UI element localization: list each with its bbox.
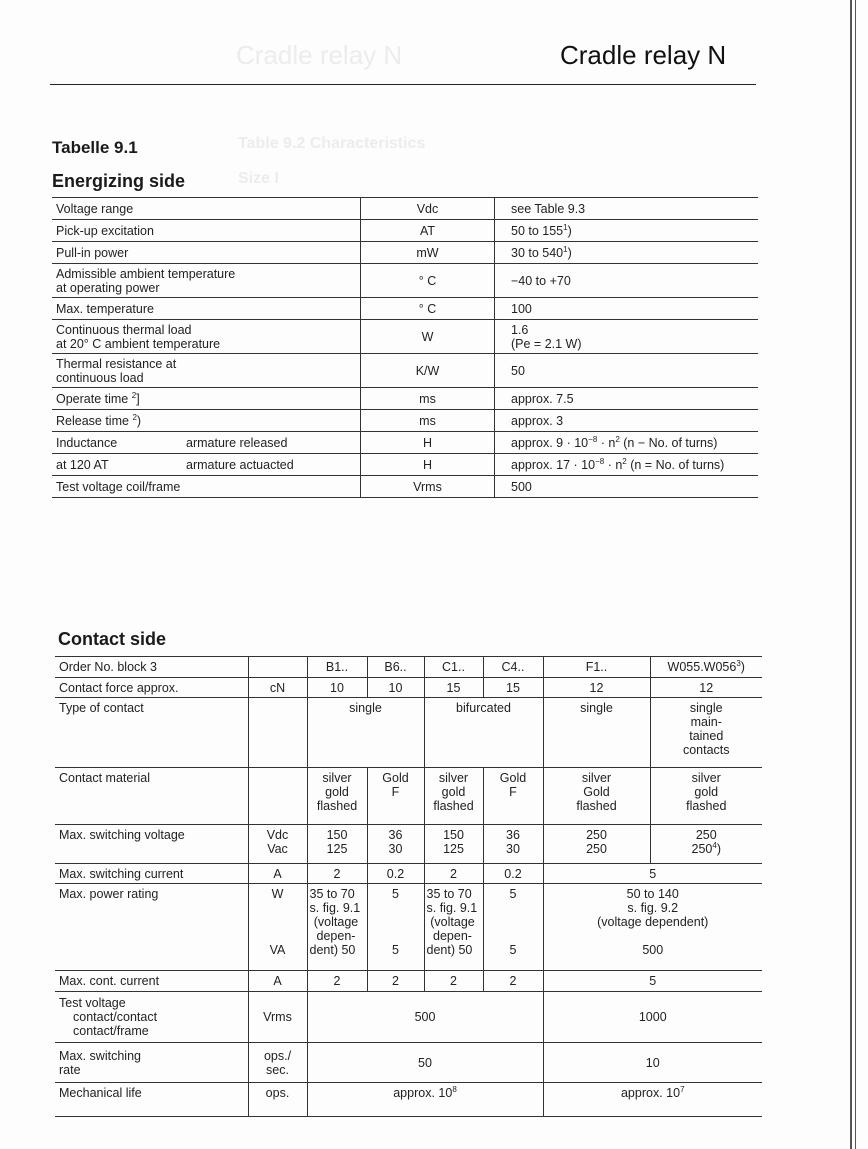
row-label: Max. temperature <box>52 298 361 320</box>
exponent: 2 <box>615 434 620 444</box>
type-c: bifurcated <box>424 698 543 768</box>
table-row <box>52 198 758 220</box>
row-unit: AT <box>361 220 495 242</box>
table-row <box>52 320 758 354</box>
value-line: (voltage dependent) <box>597 915 709 929</box>
value-line: dent) 50 <box>426 943 473 957</box>
value-line: 5 <box>509 887 517 901</box>
row-label: Contact material <box>55 768 248 825</box>
footnote-paren: ) <box>716 842 721 856</box>
order-no-b1: B1.. <box>307 657 367 678</box>
value-text: 30 to 540 <box>511 245 564 260</box>
value-line: 35 to 70 <box>426 887 472 901</box>
material-b6 <box>367 768 424 825</box>
value-line: gold <box>325 785 349 799</box>
voltage-c1 <box>424 825 483 864</box>
value-line: 150 <box>443 828 464 842</box>
value-line: silver <box>581 771 612 785</box>
label-line: continuous load <box>56 370 144 385</box>
table-row <box>52 432 758 454</box>
value-line: (voltage <box>430 915 475 929</box>
material-f <box>543 768 650 825</box>
page-edge-line <box>855 0 856 1149</box>
value-cell: 50 <box>307 1043 543 1083</box>
type-b: single <box>307 698 424 768</box>
row-label <box>52 410 361 432</box>
value-text: · n <box>604 457 623 472</box>
row-unit: A <box>248 864 307 884</box>
exponent: 8 <box>452 1084 457 1094</box>
value-line: 1.6 <box>511 322 529 337</box>
label-line: Test voltage <box>59 996 126 1010</box>
value-text: approx. 9 · 10 <box>511 435 589 450</box>
power-b6 <box>367 884 424 971</box>
value-line: single <box>689 701 723 715</box>
bleed-through-size: Size I <box>238 170 279 187</box>
label-line: contact/frame <box>73 1024 149 1038</box>
value-cell <box>307 1083 543 1117</box>
row-label: Order No. block 3 <box>55 657 248 678</box>
table-row <box>52 354 758 388</box>
value-cell: 2 <box>424 971 483 992</box>
row-unit: Vdc <box>361 198 495 220</box>
row-value <box>495 242 759 264</box>
value-line: tained <box>689 729 724 743</box>
value-line: s. fig. 9.1 <box>309 901 361 915</box>
material-c4 <box>483 768 543 825</box>
row-label: Max. switching voltage <box>55 825 248 864</box>
value-cell <box>543 1083 762 1117</box>
order-no-c4: C4.. <box>483 657 543 678</box>
row-unit <box>248 657 307 678</box>
order-no-f1: F1.. <box>543 657 650 678</box>
value-text: W055.W056 <box>667 660 737 674</box>
bleed-through-title: Cradle relay N <box>236 40 403 70</box>
value-line: 35 to 70 <box>309 887 355 901</box>
row-label: Max. cont. current <box>55 971 248 992</box>
value-text: (n = No. of turns) <box>626 457 725 472</box>
row-value: 500 <box>495 476 759 498</box>
label-line: at 20° C ambient temperature <box>56 336 221 351</box>
row-unit: cN <box>248 678 307 698</box>
power-c1 <box>424 884 483 971</box>
value-line: (Pe = 2.1 W) <box>511 336 582 351</box>
table-row <box>55 1043 762 1083</box>
footnote-ref: 1 <box>563 222 568 232</box>
value-line: 5 <box>509 943 517 957</box>
title-rule <box>50 84 756 85</box>
energizing-table <box>52 197 758 498</box>
value-line: Gold <box>583 785 610 799</box>
row-value: −40 to +70 <box>495 264 759 298</box>
row-unit: H <box>361 454 495 476</box>
value-cell: 2 <box>483 971 543 992</box>
row-value: see Table 9.3 <box>495 198 759 220</box>
value-cell: 5 <box>543 864 762 884</box>
value-line: flashed <box>576 799 617 813</box>
row-unit: Vrms <box>248 992 307 1043</box>
label-line: Max. switching <box>59 1048 141 1063</box>
footnote-ref: 1 <box>563 244 568 254</box>
voltage-w <box>650 825 762 864</box>
exponent: −8 <box>588 434 598 444</box>
bleed-through-table-caption: Table 9.2 Characteristics <box>238 135 426 152</box>
table-row <box>55 768 762 825</box>
value-text: · n <box>597 435 616 450</box>
label-text: at 120 AT <box>56 457 109 472</box>
label-line: rate <box>59 1062 81 1077</box>
row-label <box>52 320 361 354</box>
footnote-paren: ] <box>136 391 140 406</box>
row-label <box>52 388 361 410</box>
table-row <box>52 298 758 320</box>
row-label <box>52 354 361 388</box>
exponent: 7 <box>680 1084 685 1094</box>
value-cell: 10 <box>307 678 367 698</box>
value-line: depen- <box>316 929 356 943</box>
value-line <box>655 842 759 856</box>
label-line: Admissible ambient temperature <box>56 266 236 281</box>
value-line: flashed <box>433 799 474 813</box>
row-unit: Vrms <box>361 476 495 498</box>
value-line: F <box>509 785 517 799</box>
order-no-b6: B6.. <box>367 657 424 678</box>
value-line: 250 <box>695 828 717 842</box>
value-line: gold <box>441 785 466 799</box>
type-f: single <box>543 698 650 768</box>
footnote-paren: ) <box>136 413 142 428</box>
row-label: Pick-up excitation <box>52 220 361 242</box>
value-line: 250 <box>586 842 607 856</box>
value-line: silver <box>691 771 721 785</box>
value-cell: 2 <box>307 971 367 992</box>
row-unit: ops. <box>248 1083 307 1117</box>
table-row <box>55 971 762 992</box>
value-line: F <box>391 785 400 799</box>
unit-line: ops./ <box>263 1048 292 1063</box>
value-line: flashed <box>686 799 727 813</box>
row-value: approx. 7.5 <box>495 388 759 410</box>
value-text: approx. 17 · 10 <box>511 457 596 472</box>
row-label <box>52 432 361 454</box>
value-line: 36 <box>388 828 403 842</box>
value-line: 30 <box>506 842 520 856</box>
table-row <box>52 388 758 410</box>
table-row <box>52 220 758 242</box>
unit-line: Vdc <box>266 828 289 842</box>
material-b1 <box>307 768 367 825</box>
row-label: Max. power rating <box>55 884 248 971</box>
footnote-paren: ) <box>567 245 572 260</box>
row-unit: ° C <box>361 298 495 320</box>
table-row <box>55 992 762 1043</box>
row-unit <box>248 1043 307 1083</box>
voltage-f <box>543 825 650 864</box>
table-row <box>55 864 762 884</box>
row-unit <box>248 768 307 825</box>
value-text: 50 to 155 <box>511 223 564 238</box>
row-label: Pull-in power <box>52 242 361 264</box>
value-line: gold <box>694 785 719 799</box>
row-unit <box>248 825 307 864</box>
value-line: 30 <box>388 842 403 856</box>
row-value: approx. 3 <box>495 410 759 432</box>
row-value: 100 <box>495 298 759 320</box>
footnote-ref: 2 <box>132 412 137 422</box>
order-no-w055 <box>650 657 762 678</box>
table-row <box>52 410 758 432</box>
value-cell: 10 <box>543 1043 762 1083</box>
contact-heading: Contact side <box>58 629 167 649</box>
table-row <box>55 678 762 698</box>
page-title: Cradle relay N <box>560 40 727 70</box>
value-line: contacts <box>682 743 730 757</box>
voltage-b1 <box>307 825 367 864</box>
row-label: Max. switching current <box>55 864 248 884</box>
value-text: approx. 10 <box>620 1086 681 1100</box>
value-line: silver <box>322 771 352 785</box>
table-row <box>52 242 758 264</box>
value-line: silver <box>438 771 469 785</box>
value-text: approx. 10 <box>393 1086 453 1100</box>
row-unit: H <box>361 432 495 454</box>
label-line: Continuous thermal load <box>56 322 192 337</box>
label-text: Operate time <box>56 391 132 406</box>
table-row <box>55 698 762 768</box>
row-unit: ° C <box>361 264 495 298</box>
footnote-ref: 4 <box>712 840 717 850</box>
footnote-ref: 3 <box>736 658 741 668</box>
value-line: main- <box>690 715 722 729</box>
value-line: s. fig. 9.2 <box>627 901 679 915</box>
row-unit: A <box>248 971 307 992</box>
row-label <box>55 992 248 1043</box>
value-line: Gold <box>499 771 527 785</box>
page-edge-line <box>850 0 852 1149</box>
row-unit: W <box>361 320 495 354</box>
voltage-c4 <box>483 825 543 864</box>
value-line: Gold <box>382 771 409 785</box>
footnote-paren: ) <box>740 660 745 674</box>
material-c1 <box>424 768 483 825</box>
value-line: (voltage <box>313 915 359 929</box>
exponent: −8 <box>595 456 605 466</box>
value-cell: 1000 <box>543 992 762 1043</box>
value-text: 250 <box>691 842 713 856</box>
table-row <box>52 264 758 298</box>
value-cell: 15 <box>483 678 543 698</box>
table-row <box>52 454 758 476</box>
footnote-ref: 2 <box>131 390 137 400</box>
type-w <box>650 698 762 768</box>
table-row <box>55 657 762 678</box>
unit-line: W <box>271 887 284 901</box>
row-label: Type of contact <box>55 698 248 768</box>
value-line: 150 <box>326 828 348 842</box>
row-label <box>52 264 361 298</box>
value-cell: 0.2 <box>483 864 543 884</box>
table-row <box>55 825 762 864</box>
table-row <box>55 884 762 971</box>
row-unit <box>248 884 307 971</box>
row-unit <box>248 698 307 768</box>
row-value <box>495 454 759 476</box>
unit-line: sec. <box>266 1062 289 1077</box>
voltage-b6 <box>367 825 424 864</box>
exponent: 2 <box>622 456 627 466</box>
table-label: Tabelle 9.1 <box>52 138 138 157</box>
label-line: contact/contact <box>73 1010 158 1024</box>
value-line: 36 <box>506 828 520 842</box>
row-value <box>495 432 759 454</box>
value-line: dent) 50 <box>309 943 356 957</box>
value-line: 5 <box>392 887 399 901</box>
value-line: 500 <box>642 943 664 957</box>
value-cell: 2 <box>424 864 483 884</box>
value-cell: 500 <box>307 992 543 1043</box>
sublabel-text: armature released <box>186 435 288 450</box>
order-no-c1: C1.. <box>424 657 483 678</box>
value-cell: 0.2 <box>367 864 424 884</box>
row-label: Mechanical life <box>55 1083 248 1117</box>
power-fw <box>543 884 762 971</box>
power-c4 <box>483 884 543 971</box>
energizing-heading: Energizing side <box>52 171 186 191</box>
row-value <box>495 320 759 354</box>
material-w <box>650 768 762 825</box>
value-cell: 2 <box>307 864 367 884</box>
row-label <box>52 454 361 476</box>
value-cell: 12 <box>650 678 762 698</box>
row-unit: K/W <box>361 354 495 388</box>
row-label: Contact force approx. <box>55 678 248 698</box>
row-unit: ms <box>361 410 495 432</box>
table-row <box>52 476 758 498</box>
label-line: at operating power <box>56 280 160 295</box>
label-line: Thermal resistance at <box>56 356 177 371</box>
row-unit: mW <box>361 242 495 264</box>
sublabel-text: armature actuacted <box>186 457 294 472</box>
value-line: flashed <box>316 799 358 813</box>
footnote-paren: ) <box>567 223 572 238</box>
value-text: (n − No. of turns) <box>619 435 718 450</box>
row-label <box>55 1043 248 1083</box>
value-line: 250 <box>586 828 607 842</box>
value-cell: 15 <box>424 678 483 698</box>
row-value: 50 <box>495 354 759 388</box>
contact-table <box>55 656 762 1117</box>
power-b1 <box>307 884 367 971</box>
row-label: Test voltage coil/frame <box>52 476 361 498</box>
value-cell: 5 <box>543 971 762 992</box>
value-cell: 2 <box>367 971 424 992</box>
value-cell: 12 <box>543 678 650 698</box>
value-line: depen- <box>433 929 472 943</box>
row-unit: ms <box>361 388 495 410</box>
label-text: Inductance <box>56 435 118 450</box>
value-line: 5 <box>392 943 399 957</box>
value-line: s. fig. 9.1 <box>426 901 478 915</box>
value-line: 125 <box>443 842 464 856</box>
row-label: Voltage range <box>52 198 361 220</box>
table-row <box>55 1083 762 1117</box>
value-line: 125 <box>326 842 348 856</box>
row-value <box>495 220 759 242</box>
unit-line: Vac <box>267 842 288 856</box>
unit-line: VA <box>269 943 286 957</box>
label-text: Release time <box>56 413 133 428</box>
value-cell: 10 <box>367 678 424 698</box>
value-line: 50 to 140 <box>626 887 679 901</box>
